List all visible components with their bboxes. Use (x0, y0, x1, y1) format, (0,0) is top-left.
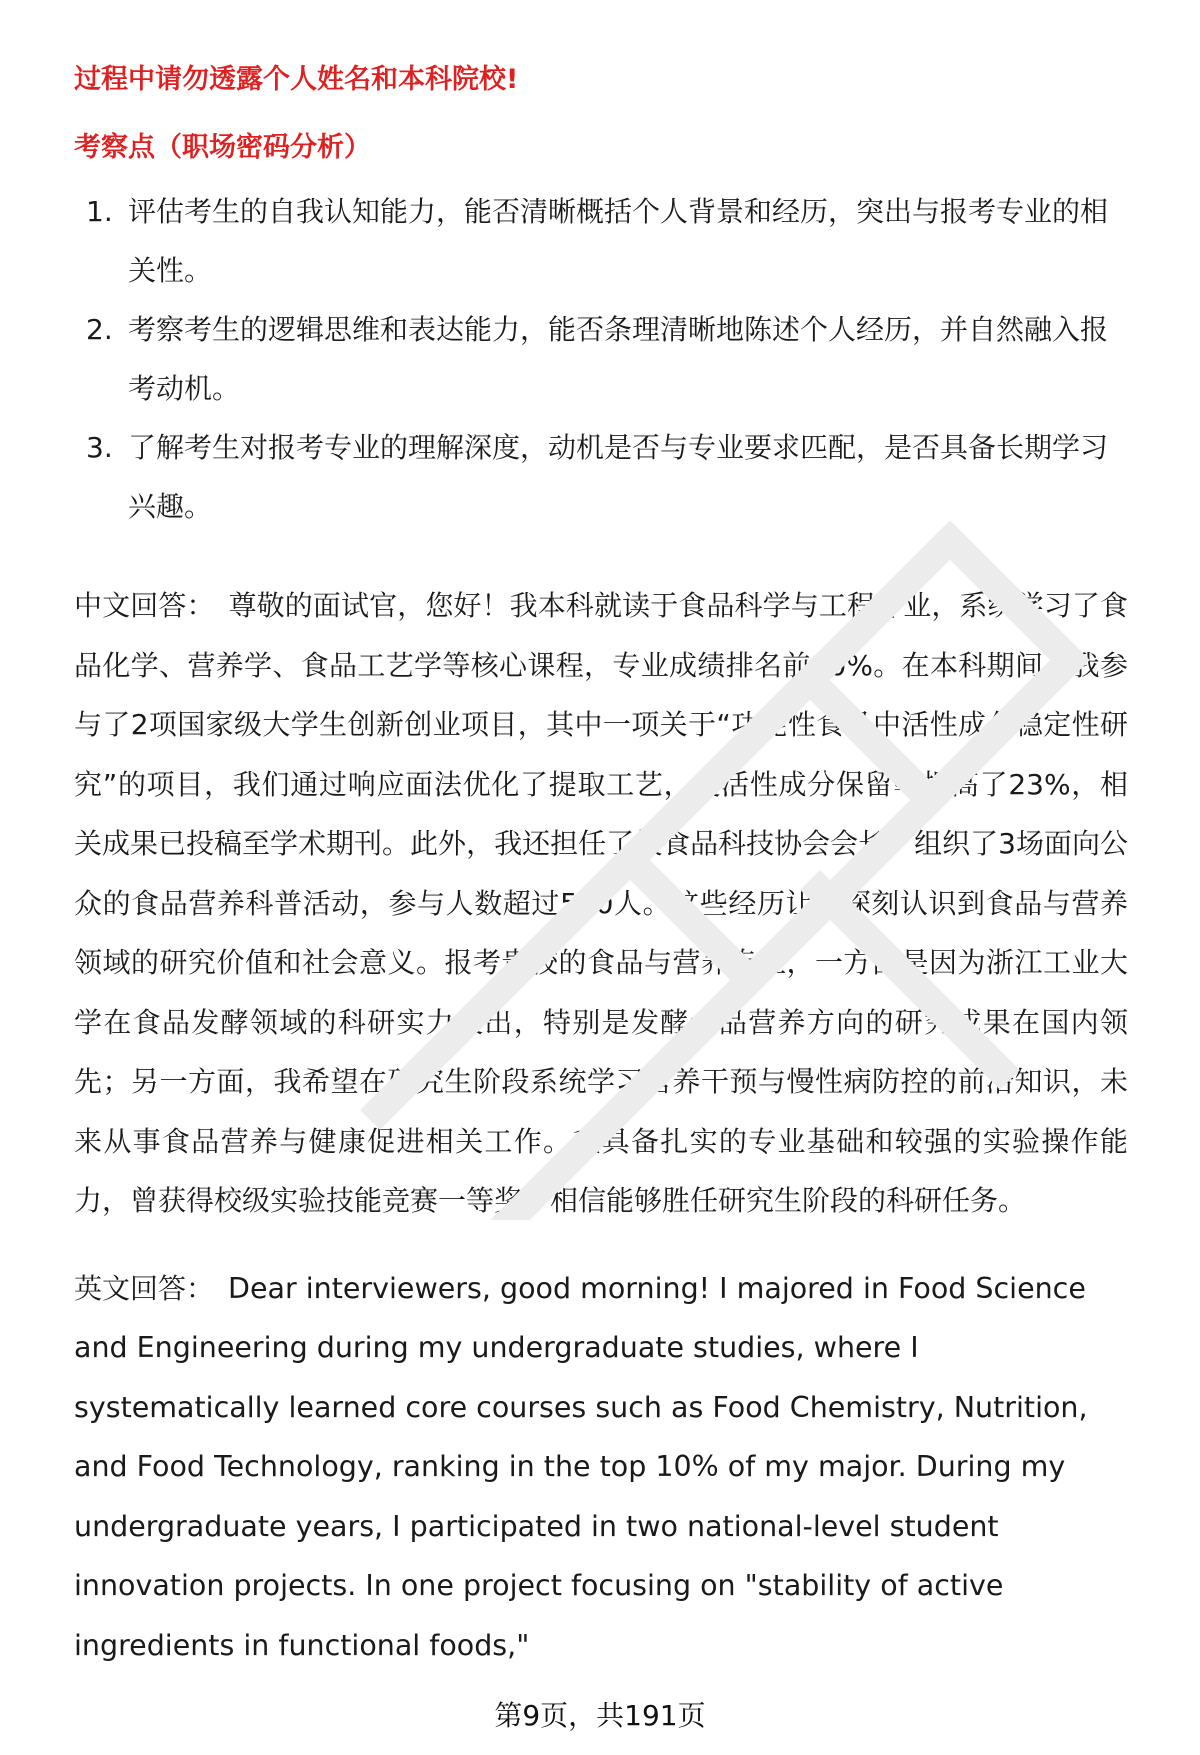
assessment-points-list (74, 182, 1128, 536)
list-item-text: 评估考生的自我认知能力，能否清晰概括个人背景和经历，突出与报考专业的相关性。 (128, 195, 1109, 287)
list-item-text: 考察考生的逻辑思维和表达能力，能否条理清晰地陈述个人经历，并自然融入报考动机。 (128, 313, 1109, 405)
chinese-answer-label: 中文回答： (74, 589, 215, 622)
list-item (74, 418, 1128, 536)
list-item-text: 了解考生对报考专业的理解深度，动机是否与专业要求匹配，是否具备长期学习兴趣。 (128, 431, 1109, 523)
page-number-footer: 第9页，共191页 (494, 1699, 706, 1732)
section-title: 考察点（职场密码分析） (74, 132, 371, 163)
list-item-number: 1. (86, 195, 113, 228)
list-item (74, 182, 1128, 300)
english-answer-label: 英文回答： (74, 1271, 215, 1305)
list-item-number: 3. (86, 431, 113, 464)
list-item-number: 2. (86, 313, 113, 346)
chinese-answer (74, 576, 1128, 1231)
english-answer-text: Dear interviewers, good morning! I majored in Food Science and Engineering during my undergraduate studies, where I systematically learned core courses such as Food Chemistry, Nutrition, and Food Technology, ranking in the top 10% of my major. During my undergraduate years, I participated in two national-level student innovation projects. In one project focusing on "stability of active ingredients in functional foods," (74, 1271, 1088, 1662)
english-answer (74, 1259, 1128, 1676)
list-item (74, 300, 1128, 418)
privacy-warning: 过程中请勿透露个人姓名和本科院校! (74, 64, 519, 95)
chinese-answer-text: 尊敬的面试官，您好！我本科就读于食品科学与工程专业，系统学习了食品化学、营养学、食品工艺学等核心课程，专业成绩排名前10%。在本科期间，我参与了2项国家级大学生创新创业项目，其中一项关于“功能性食品中活性成分稳定性研究”的项目，我们通过响应面法优化了提取工艺，使活性成分保留率提高了23%，相关成果已投稿至学术期刊。此外，我还担任了校食品科技协会会长，组织了3场面向公众的食品营养科普活动，参与人数超过500人。这些经历让我深刻认识到食品与营养领域的研究价值和社会意义。报考贵校的食品与营养专业，一方面是因为浙江工业大学在食品发酵领域的科研实力突出，特别是发酵食品营养方向的研究成果在国内领先；另一方面，我希望在研究生阶段系统学习营养干预与慢性病防控的前沿知识，未来从事食品营养与健康促进相关工作。我具备扎实的专业基础和较强的实验操作能力，曾获得校级实验技能竞赛一等奖，相信能够胜任研究生阶段的科研任务。 (74, 589, 1128, 1217)
